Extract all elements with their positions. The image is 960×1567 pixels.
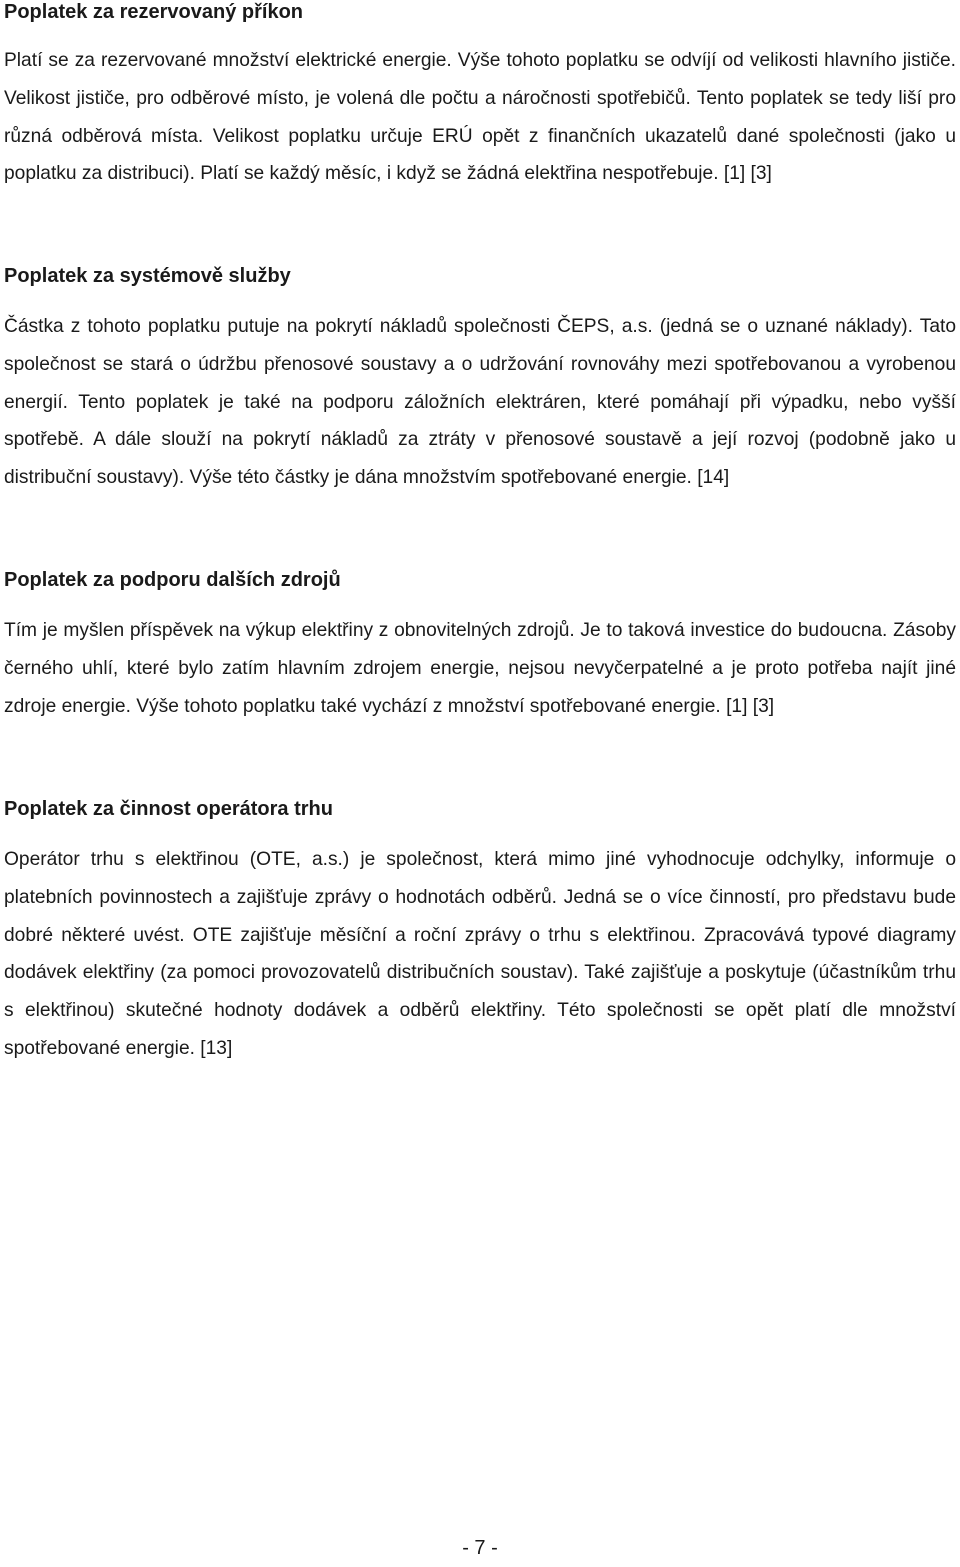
page-number: - 7 - — [462, 1537, 498, 1559]
section-paragraph-reserved-capacity: Platí se za rezervované množství elektrické energie. Výše tohoto poplatku se odvíjí od velikosti hlavního jističe. Velikost jističe, pro odběrové místo, je volená dle počtu a náročnosti spotřebičů. Tento poplatek se tedy liší pro různá odběrová místa. Velikost poplatku určuje ERÚ opět z finančních ukazatelů dané společnosti (jako u poplatku za distribuci). Platí se každý měsíc, i když se žádná elektřina nespotřebuje. [1] [3] — [4, 50, 956, 185]
section-paragraph-system-services: Částka z tohoto poplatku putuje na pokrytí nákladů společnosti ČEPS, a.s. (jedná se o uznané náklady). Tato společnost se stará o údržbu přenosové soustavy a o udržování rovnováhy mezi spotřebovanou a vyrobenou energií. Tento poplatek je také na podporu záložních elektráren, které pomáhají při výpadku, nebo vyšší spotřebě. A dále slouží na pokrytí nákladů za ztráty v přenosové soustavě a její rozvoj (podobně jako u distribuční soustavy). Výše této částky je dána množstvím spotřebované energie. [14] — [4, 316, 956, 489]
section-paragraph-market-operator: Operátor trhu s elektřinou (OTE, a.s.) je společnost, která mimo jiné vyhodnocuje odchylky, informuje o platebních povinnostech a zajišťuje zprávy o hodnotách odběrů. Jedná se o více činností, pro představu bude dobré některé uvést. OTE zajišťuje měsíční a roční zprávy o trhu s elektřinou. Zpracovává typové diagramy dodávek elektřiny (za pomoci provozovatelů distribučních soustav). Také zajišťuje a poskytuje (účastníkům trhu s elektřinou) skutečné hodnoty dodávek a odběrů elektřiny. Této společnosti se opět platí dle množství spotřebované energie. [13] — [4, 849, 956, 1059]
section-heading-reserved-capacity: Poplatek za rezervovaný příkon — [4, 1, 304, 23]
section-heading-system-services: Poplatek za systémově služby — [4, 265, 291, 287]
section-paragraph-other-sources: Tím je myšlen příspěvek na výkup elektřiny z obnovitelných zdrojů. Je to taková investice do budoucna. Zásoby černého uhlí, které bylo zatím hlavním zdrojem energie, nejsou nevyčerpatelné a je proto potřeba najít jiné zdroje energie. Výše tohoto poplatku také vychází z množství spotřebované energie. [1] [3] — [4, 620, 956, 717]
section-heading-market-operator: Poplatek za činnost operátora trhu — [4, 798, 333, 820]
section-heading-other-sources: Poplatek za podporu dalších zdrojů — [4, 569, 341, 591]
